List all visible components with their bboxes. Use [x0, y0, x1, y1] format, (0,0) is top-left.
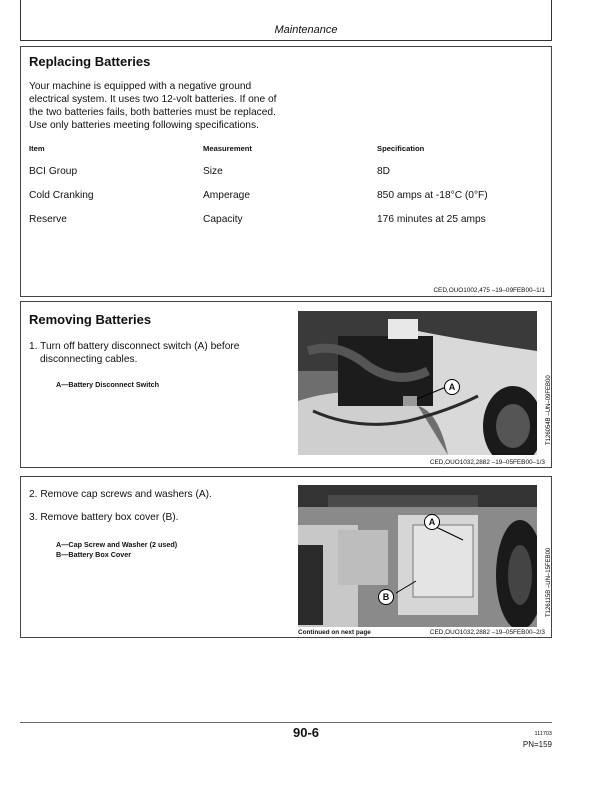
intro-paragraph	[29, 80, 329, 132]
page-serial: PN=159	[522, 740, 552, 749]
step-2-text: 2. Remove cap screws and washers (A).	[29, 489, 212, 500]
callout-a: A	[424, 514, 440, 530]
photo-illustration	[298, 311, 537, 455]
header-right-rule	[551, 0, 552, 40]
table-cell: 8D	[377, 166, 391, 177]
header-underline	[20, 40, 552, 41]
replacing-batteries-section	[20, 46, 552, 297]
table-cell: Amperage	[203, 190, 251, 201]
table-cell: Capacity	[203, 214, 243, 225]
paragraph-line: the two batteries fails, both batteries must be replaced.	[29, 107, 276, 118]
figure-legend	[56, 540, 177, 560]
table-cell: Size	[203, 166, 223, 177]
header-left-rule	[20, 0, 21, 40]
paragraph-line: Your machine is equipped with a negative ground	[29, 81, 252, 92]
column-header-specification: Specification	[377, 144, 425, 153]
battery-box-cover-section	[20, 476, 552, 638]
callout-b: B	[378, 589, 394, 605]
paragraph-line: electrical system. It uses two 12-volt batteries. If one of	[29, 94, 277, 105]
step-1-text	[29, 340, 289, 366]
step-line: disconnecting cables.	[40, 354, 138, 365]
column-header-measurement: Measurement	[203, 144, 252, 153]
callout-a: A	[444, 379, 460, 395]
photo-illustration	[298, 485, 537, 627]
table-cell: Cold Cranking	[29, 190, 94, 201]
step-line: 1. Turn off battery disconnect switch (A) before	[29, 341, 240, 352]
paragraph-line: Use only batteries meeting following specifications.	[29, 120, 259, 131]
page-number: 90-6	[292, 725, 320, 740]
legend-item: A—Cap Screw and Washer (2 used)	[56, 540, 178, 549]
reference-code: CED,OUO1032,2882 –19–05FEB00–2/3	[429, 629, 545, 636]
photo-code: T126054B –UN–09FEB00	[546, 375, 552, 445]
footer-rule	[20, 722, 552, 723]
photo-code: T126115B –UN–15FEB00	[546, 547, 552, 617]
legend-item: B—Battery Box Cover	[56, 550, 132, 559]
footer-code: 111703	[534, 731, 552, 737]
table-cell: 176 minutes at 25 amps	[377, 214, 486, 225]
running-header: Maintenance	[274, 24, 338, 36]
reference-code: CED,OUO1032,2882 –19–05FEB00–1/3	[429, 459, 545, 466]
table-cell: 850 amps at -18°C (0°F)	[377, 190, 488, 201]
column-header-item: Item	[29, 144, 45, 153]
reference-code: CED,OUO1002,475 –19–09FEB00–1/1	[433, 287, 545, 294]
figure-legend: A—Battery Disconnect Switch	[56, 380, 160, 389]
removing-batteries-section	[20, 301, 552, 468]
step-3-text: 3. Remove battery box cover (B).	[29, 512, 179, 523]
battery-disconnect-switch-photo	[298, 311, 537, 455]
section-title: Replacing Batteries	[29, 54, 151, 69]
continued-note: Continued on next page	[298, 629, 371, 636]
battery-box-photo	[298, 485, 537, 627]
table-cell: BCI Group	[29, 166, 78, 177]
table-cell: Reserve	[29, 214, 67, 225]
section-title: Removing Batteries	[29, 312, 152, 327]
